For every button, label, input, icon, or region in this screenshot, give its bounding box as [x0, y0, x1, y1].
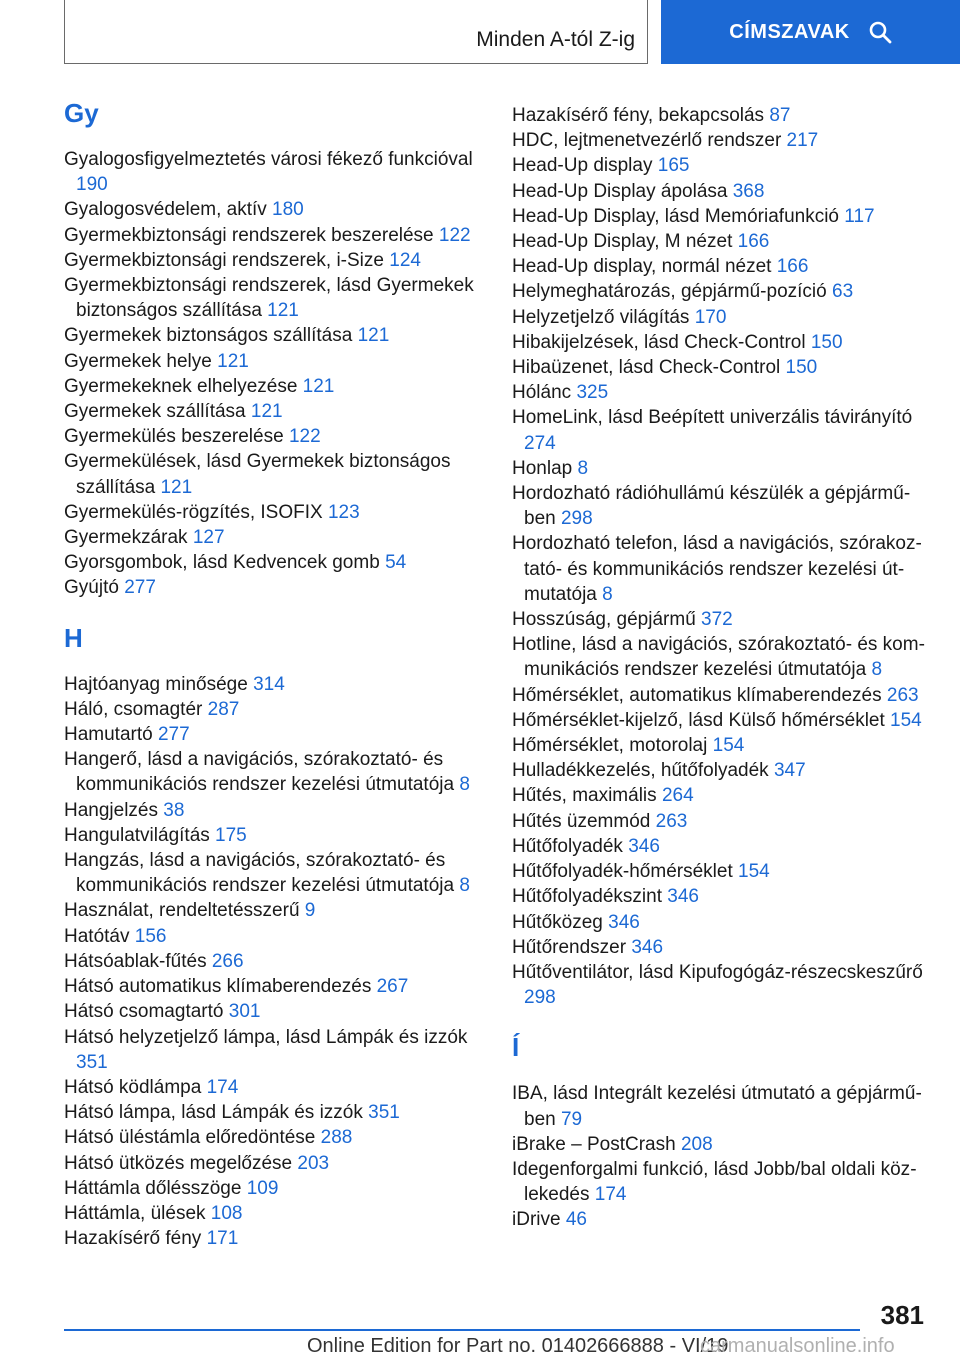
section-letter: Í — [512, 1032, 520, 1063]
page-reference-link[interactable]: 346 — [608, 911, 640, 933]
index-entry — [512, 683, 932, 708]
page-reference-link[interactable]: 121 — [160, 476, 193, 498]
page-reference-link[interactable]: 38 — [163, 799, 185, 821]
page-reference-link[interactable]: 166 — [737, 231, 770, 253]
index-entry-text: Head-Up display — [512, 155, 653, 177]
page-reference-link[interactable]: 266 — [211, 950, 244, 972]
page-reference-link[interactable]: 325 — [576, 382, 609, 404]
index-entry-text: HomeLink, lásd Beépített univerzális távirányító — [512, 407, 913, 429]
page-reference-link[interactable]: 154 — [712, 735, 745, 757]
index-entry — [64, 500, 484, 525]
index-entry — [512, 355, 932, 380]
page-reference-link[interactable]: 63 — [832, 281, 854, 303]
index-entry — [512, 305, 932, 330]
page-reference-link[interactable]: 154 — [738, 861, 770, 883]
index-entry-text: Gyermekülés beszerelése — [64, 426, 284, 448]
index-entry-text: Hordozható rádióhullámú készülék a gépjárműben — [512, 483, 911, 530]
index-entry — [512, 229, 932, 254]
index-entry-text: Hűtőfolyadék-hőmérséklet — [512, 861, 733, 883]
page-reference-link[interactable]: 298 — [524, 987, 556, 1009]
page-reference-link[interactable]: 79 — [560, 1108, 583, 1130]
page-reference-link[interactable]: 171 — [206, 1228, 239, 1250]
index-entry — [64, 697, 484, 722]
index-entry-text: Gyermekbiztonsági rendszerek, i-Size — [64, 249, 384, 271]
page-reference-link[interactable]: 372 — [701, 609, 733, 631]
index-entry — [64, 949, 484, 974]
header-tab-label[interactable]: Minden A-tól Z-ig — [476, 28, 635, 51]
watermark: carmanualsonline.info — [700, 1335, 895, 1357]
index-entry — [512, 179, 932, 204]
index-entry-text: Gyermekbiztonsági rendszerek, lásd Gyermekek biztonságos szállítása — [64, 275, 474, 322]
index-entry — [64, 1226, 484, 1251]
index-entry — [512, 960, 932, 1010]
index-entry — [512, 204, 932, 229]
page-number: 381 — [880, 1300, 924, 1330]
index-entry-text: Hűtőfolyadékszint — [512, 886, 662, 908]
index-entry-text: Gyermekzárak — [64, 527, 188, 549]
page-reference-link[interactable]: 346 — [628, 835, 660, 857]
index-entry — [512, 1157, 932, 1207]
index-entry-text: Hatótáv — [64, 925, 130, 947]
index-entry-text: Hátsó ütközés megelőzése — [64, 1152, 293, 1174]
page-reference-link[interactable]: 267 — [376, 976, 409, 998]
index-entry — [512, 405, 932, 455]
index-entry-text: Hátsó automatikus klímaberendezés — [64, 976, 372, 998]
index-entry — [512, 1207, 932, 1232]
page-reference-link[interactable]: 277 — [124, 577, 156, 599]
page-reference-link[interactable]: 170 — [694, 306, 727, 328]
page-reference-link[interactable]: 346 — [667, 886, 699, 908]
index-column-left — [64, 98, 484, 1251]
page-reference-link[interactable]: 121 — [250, 401, 283, 423]
page-reference-link[interactable]: 46 — [565, 1209, 587, 1231]
page-reference-link[interactable]: 208 — [680, 1133, 713, 1155]
page-reference-link[interactable]: 122 — [438, 224, 471, 246]
index-entry — [64, 747, 484, 797]
footer-divider — [64, 1329, 860, 1331]
page-reference-link[interactable]: 180 — [272, 199, 304, 221]
index-column-right — [512, 103, 932, 1233]
index-entry-text: Honlap — [512, 457, 573, 479]
index-entry-list — [512, 1081, 932, 1232]
index-entry-text: Gyermekbiztonsági rendszerek beszerelése — [64, 224, 434, 246]
index-entry — [64, 575, 484, 600]
page-reference-link[interactable]: 117 — [844, 205, 875, 227]
index-entry — [512, 103, 932, 128]
index-entry — [64, 1201, 484, 1226]
index-entry-text: Hátsó helyzetjelző lámpa, lásd Lámpák és izzók — [64, 1026, 468, 1048]
index-entry-text: Hordozható telefon, lásd a navigációs, szórakoztató- és kommunikációs rendszer kezelési útmutatója — [512, 533, 922, 605]
section-letter: H — [64, 622, 83, 653]
page-reference-link[interactable]: 54 — [385, 552, 407, 574]
page-reference-link[interactable]: 121 — [267, 300, 299, 322]
page-reference-link[interactable]: 314 — [253, 673, 285, 695]
page-reference-link[interactable]: 122 — [288, 426, 321, 448]
page-reference-link[interactable]: 368 — [732, 180, 765, 202]
index-entry-text: Hátsó csomagtartó — [64, 1001, 224, 1023]
index-entry — [512, 758, 932, 783]
index-entry-text: Gyermekek szállítása — [64, 401, 246, 423]
page-reference-link[interactable]: 165 — [657, 155, 690, 177]
page-reference-link[interactable]: 351 — [76, 1051, 108, 1073]
index-entry-text: Háttámla dőlésszöge — [64, 1177, 242, 1199]
index-entry-text: Gyermekek helye — [64, 350, 212, 372]
index-entry — [64, 1025, 484, 1075]
index-entry-text: Hátsó ködlámpa — [64, 1076, 202, 1098]
index-entry-text: Hűtőventilátor, lásd Kipufogógáz-részecskeszűrő — [512, 961, 923, 983]
index-entry-text: Hazakísérő fény, bekapcsolás — [512, 105, 765, 126]
index-entry — [512, 783, 932, 808]
index-entry — [512, 254, 932, 279]
header-tab-box — [64, 0, 648, 64]
index-entry-text: Gyermekek biztonságos szállítása — [64, 325, 353, 347]
index-entry-text: Hólánc — [512, 382, 572, 404]
page-reference-link[interactable]: 301 — [228, 1001, 261, 1023]
index-entry — [512, 708, 932, 733]
index-entry — [512, 1132, 932, 1157]
index-entry-text: Gyermekülések, lásd Gyermekek biztonságos szállítása — [64, 451, 451, 498]
page-reference-link[interactable]: 263 — [886, 684, 919, 706]
index-entry-text: Hőmérséklet, automatikus klímaberendezés — [512, 684, 882, 706]
index-entry-text: Hazakísérő fény — [64, 1228, 202, 1250]
index-entry — [512, 859, 932, 884]
index-entry-text: Hűtés, maximális — [512, 785, 657, 807]
index-entry — [512, 128, 932, 153]
index-entry — [64, 323, 484, 348]
index-entry — [64, 924, 484, 949]
index-entry-list — [64, 672, 484, 1252]
page-reference-link[interactable]: 9 — [304, 900, 316, 922]
index-entry — [512, 1081, 932, 1131]
page-reference-link[interactable]: 175 — [215, 824, 247, 846]
page-reference-link[interactable]: 150 — [785, 357, 818, 379]
index-entry-text: Idegenforgalmi funkció, lásd Jobb/bal oldali közlekedés — [512, 1158, 917, 1206]
page-reference-link[interactable]: 87 — [769, 105, 791, 126]
index-entry-text: Head-Up Display ápolása — [512, 180, 728, 202]
page-reference-link[interactable]: 288 — [320, 1127, 353, 1149]
index-entry-list — [64, 147, 484, 601]
page-reference-link[interactable]: 123 — [327, 501, 360, 523]
index-entry — [64, 823, 484, 848]
page-reference-link[interactable]: 217 — [786, 130, 819, 152]
index-entry — [64, 898, 484, 923]
index-entry — [512, 531, 932, 607]
index-entry — [512, 935, 932, 960]
index-entry-text: Háló, csomagtér — [64, 698, 203, 720]
index-entry-text: Hőmérséklet-kijelző, lásd Külső hőmérséklet — [512, 709, 885, 731]
index-entry — [512, 380, 932, 405]
index-entry-text: Hulladékkezelés, hűtőfolyadék — [512, 760, 769, 782]
page-reference-link[interactable]: 8 — [459, 774, 470, 796]
page-reference-link[interactable]: 264 — [661, 785, 694, 807]
page-reference-link[interactable]: 121 — [302, 375, 335, 397]
index-entry — [64, 248, 484, 273]
index-entry-text: Gyorsgombok, lásd Kedvencek gomb — [64, 552, 380, 574]
edition-text: Online Edition for Part no. 01402666888 - VI/19 — [307, 1335, 729, 1357]
index-entry-text: Hűtőközeg — [512, 911, 603, 933]
index-entry-list — [512, 103, 932, 1010]
index-entry-text: Hangzás, lásd a navigációs, szórakoztató- és kommunikációs rendszer kezelési útmutatója — [64, 850, 455, 897]
index-entry-text: IBA, lásd Integrált kezelési útmutató a gépjárműben — [512, 1083, 922, 1130]
index-entry — [64, 1151, 484, 1176]
index-entry — [512, 279, 932, 304]
index-entry-text: Hamutartó — [64, 724, 153, 746]
page-reference-link[interactable]: 166 — [776, 256, 809, 278]
index-entry — [512, 910, 932, 935]
index-entry — [64, 550, 484, 575]
page-reference-link[interactable]: 203 — [297, 1152, 330, 1174]
page-reference-link[interactable]: 108 — [210, 1202, 243, 1224]
index-entry — [64, 672, 484, 697]
index-entry-text: Hűtőrendszer — [512, 936, 627, 958]
page-reference-link[interactable]: 287 — [207, 698, 240, 720]
index-entry — [512, 809, 932, 834]
index-entry — [64, 798, 484, 823]
index-entry-text: Gyermekeknek elhelyezése — [64, 375, 298, 397]
index-entry — [512, 330, 932, 355]
index-entry-text: Hátsó üléstámla előredöntése — [64, 1127, 316, 1149]
index-entry — [64, 1125, 484, 1150]
index-entry-text: Használat, rendeltetésszerű — [64, 900, 300, 922]
index-entry-text: Gyermekülés-rögzítés, ISOFIX — [64, 501, 323, 523]
section-letter: Gy — [64, 98, 99, 128]
page-reference-link[interactable]: 121 — [217, 350, 249, 372]
index-entry — [512, 607, 932, 632]
index-entry-text: Gyalogosvédelem, aktív — [64, 199, 267, 221]
index-entry — [512, 884, 932, 909]
page-reference-link[interactable]: 190 — [76, 174, 108, 196]
index-entry-text: Hangulatvilágítás — [64, 824, 210, 846]
index-entry — [64, 374, 484, 399]
index-entry — [512, 733, 932, 758]
page-reference-link[interactable]: 8 — [459, 875, 470, 897]
page-reference-link[interactable]: 351 — [368, 1102, 400, 1124]
page-reference-link[interactable]: 156 — [134, 925, 167, 947]
index-entry-text: Gyalogosfigyelmeztetés városi fékező funkcióval — [64, 149, 473, 170]
index-entry-text: iBrake – PostCrash — [512, 1133, 676, 1155]
index-entry-text: Hátsóablak-fűtés — [64, 950, 207, 972]
page-reference-link[interactable]: 347 — [773, 760, 806, 782]
page-reference-link[interactable]: 121 — [357, 325, 390, 347]
page-reference-link[interactable]: 8 — [871, 659, 883, 681]
page-reference-link[interactable]: 274 — [524, 432, 556, 454]
page-reference-link[interactable]: 8 — [602, 583, 613, 605]
page-reference-link[interactable]: 298 — [560, 508, 593, 530]
index-entry — [64, 848, 484, 898]
index-entry — [512, 481, 932, 531]
index-entry-text: Helymeghatározás, gépjármű-pozíció — [512, 281, 827, 303]
index-entry — [64, 999, 484, 1024]
page-reference-link[interactable]: 154 — [890, 709, 922, 731]
index-entry — [512, 834, 932, 859]
search-icon — [868, 20, 892, 44]
index-entry — [64, 974, 484, 999]
index-entry — [64, 1176, 484, 1201]
index-entry-text: Head-Up Display, M nézet — [512, 231, 733, 253]
index-entry-text: Head-Up Display, lásd Memóriafunkció — [512, 205, 839, 227]
index-entry-text: Hajtóanyag minősége — [64, 673, 248, 695]
index-entry — [64, 525, 484, 550]
page-reference-link[interactable]: 277 — [157, 724, 190, 746]
index-entry-text: Hűtés üzemmód — [512, 810, 651, 832]
index-entry-text: Háttámla, ülések — [64, 1202, 206, 1224]
page-reference-link[interactable]: 263 — [655, 810, 688, 832]
index-entry-text: HDC, lejtmenetvezérlő rendszer — [512, 130, 782, 152]
page-reference-link[interactable]: 150 — [810, 331, 843, 353]
page-reference-link[interactable]: 127 — [192, 527, 225, 549]
index-entry — [64, 349, 484, 374]
keywords-button[interactable] — [661, 0, 960, 64]
index-entry — [512, 153, 932, 178]
keywords-label: CÍMSZAVAK — [729, 20, 850, 43]
index-entry-text: Hotline, lásd a navigációs, szórakoztató- és kommunikációs rendszer kezelési útmutatója — [512, 634, 925, 681]
index-entry — [64, 223, 484, 248]
index-entry-text: iDrive — [512, 1209, 561, 1231]
index-entry-text: Hőmérséklet, motorolaj — [512, 735, 708, 757]
index-entry — [64, 449, 484, 499]
index-entry — [64, 1075, 484, 1100]
index-entry — [512, 456, 932, 481]
index-entry — [64, 1100, 484, 1125]
index-entry — [64, 273, 484, 323]
index-entry-text: Hibaüzenet, lásd Check-Control — [512, 357, 781, 379]
page-reference-link[interactable]: 174 — [594, 1184, 627, 1206]
index-entry — [64, 147, 484, 197]
index-entry-text: Head-Up display, normál nézet — [512, 256, 772, 278]
index-entry — [64, 399, 484, 424]
index-entry-text: Gyújtó — [64, 577, 119, 599]
page-reference-link[interactable]: 124 — [389, 249, 421, 271]
page-reference-link[interactable]: 174 — [206, 1076, 239, 1098]
index-entry-text: Hátsó lámpa, lásd Lámpák és izzók — [64, 1102, 363, 1124]
index-entry-text: Helyzetjelző világítás — [512, 306, 690, 328]
index-entry-text: Hűtőfolyadék — [512, 835, 623, 857]
index-entry-text: Hibakijelzések, lásd Check-Control — [512, 331, 806, 353]
index-entry — [64, 424, 484, 449]
index-entry — [64, 197, 484, 222]
index-entry-text: Hangerő, lásd a navigációs, szórakoztató- és kommunikációs rendszer kezelési útmutatója — [64, 749, 455, 796]
page-reference-link[interactable]: 346 — [631, 936, 664, 958]
page-reference-link[interactable]: 8 — [577, 457, 589, 479]
index-entry — [64, 722, 484, 747]
index-entry-text: Hosszúság, gépjármű — [512, 609, 696, 631]
index-entry-text: Hangjelzés — [64, 799, 158, 821]
index-entry — [512, 632, 932, 682]
page-reference-link[interactable]: 109 — [246, 1177, 279, 1199]
